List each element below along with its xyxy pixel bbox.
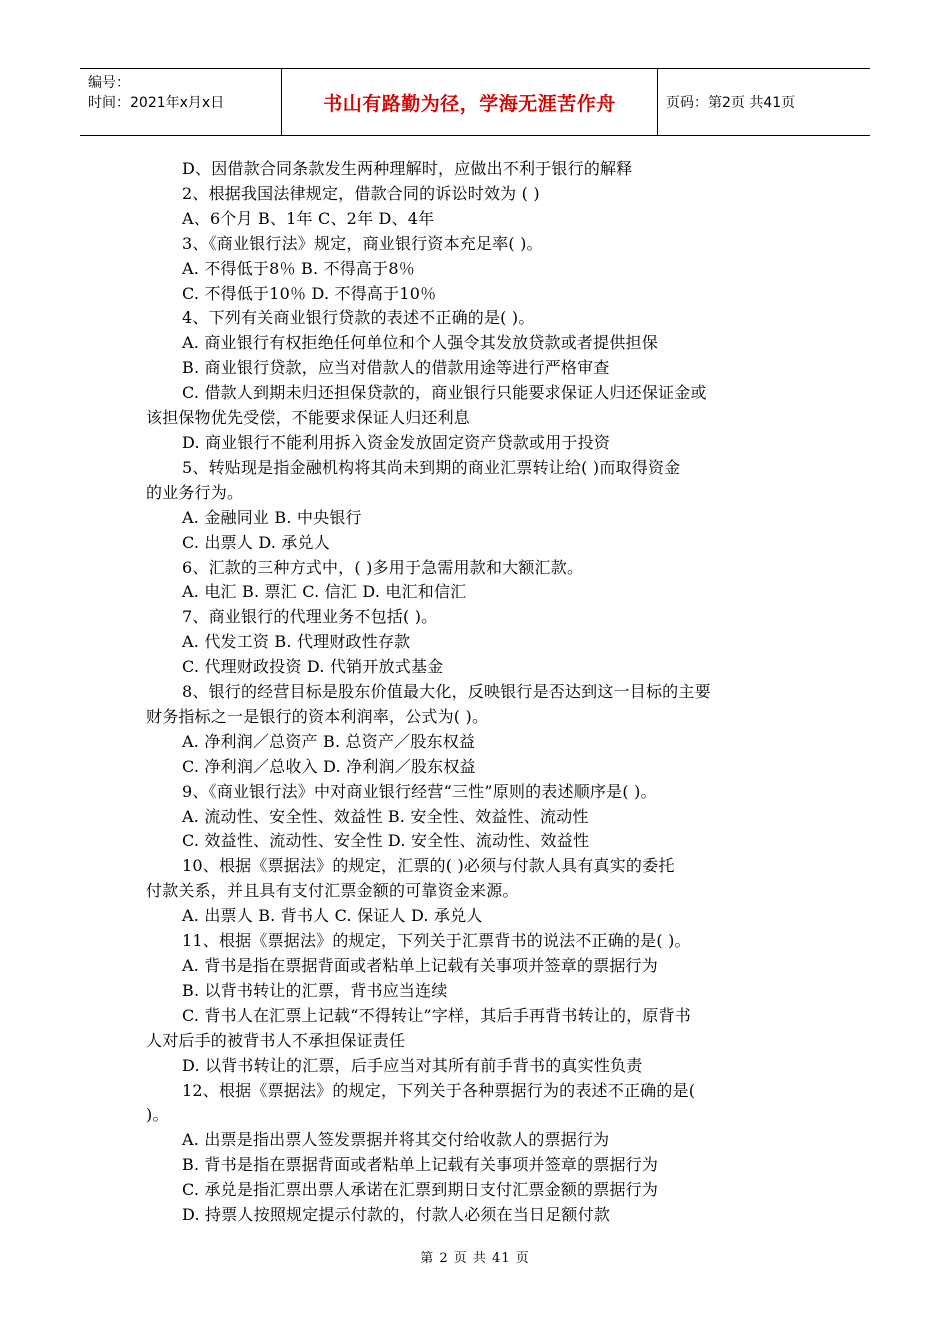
text-line: C. 背书人在汇票上记载“不得转让”字样，其后手再背书转让的，原背书 [182,1005,692,1025]
text-line: 财务指标之一是银行的资本利润率，公式为( )。 [146,706,489,726]
text-line: A. 金融同业 B. 中央银行 [182,507,362,527]
text-line: 人对后手的被背书人不承担保证责任 [146,1030,406,1050]
text-line: 3、《商业银行法》规定，商业银行资本充足率( )。 [182,233,543,253]
text-line: 5、转贴现是指金融机构将其尚未到期的商业汇票转让给( )而取得资金 [182,457,681,477]
text-line: )。 [146,1105,169,1125]
text-line: C. 出票人 D. 承兑人 [182,532,330,552]
text-line: A. 代发工资 B. 代理财政性存款 [182,632,411,652]
text-line: 付款关系，并且具有支付汇票金额的可靠资金来源。 [146,881,519,901]
text-line: A. 出票是指出票人签发票据并将其交付给收款人的票据行为 [182,1130,610,1150]
text-line: 6、汇款的三种方式中，( )多用于急需用款和大额汇款。 [182,557,584,577]
text-line: D. 持票人按照规定提示付款的，付款人必须在当日足额付款 [182,1205,611,1225]
text-line: 10、根据《票据法》的规定，汇票的( )必须与付款人具有真实的委托 [182,856,675,876]
text-line: 2、根据我国法律规定，借款合同的诉讼时效为 ( ) [182,183,540,203]
document-date: 时间：2021年x月x日 [88,95,225,111]
text-line: A. 电汇 B. 票汇 C. 信汇 D. 电汇和信汇 [182,582,467,602]
text-line: 8、银行的经营目标是股东价值最大化，反映银行是否达到这一目标的主要 [182,682,711,702]
text-line: A. 背书是指在票据背面或者粘单上记载有关事项并签章的票据行为 [182,956,658,975]
text-line: C. 效益性、流动性、安全性 D. 安全性、流动性、效益性 [182,831,590,851]
footer-page-number: 第 2 页 共 41 页 [420,1251,530,1266]
text-line: B. 商业银行贷款，应当对借款人的借款用途等进行严格审查 [182,358,610,378]
text-line: 11、根据《票据法》的规定，下列关于汇票背书的说法不正确的是( )。 [182,931,691,951]
text-line: D. 商业银行不能利用拆入资金发放固定资产贷款或用于投资 [182,432,611,452]
text-line: A. 出票人 B. 背书人 C. 保证人 D. 承兑人 [182,906,483,926]
text-line: C. 借款人到期未归还担保贷款的，商业银行只能要求保证人归还保证金或 [182,383,707,403]
text-line: D. 以背书转让的汇票，后手应当对其所有前手背书的真实性负责 [182,1055,643,1075]
header-meta [80,69,282,135]
text-line: A. 净利润／总资产 B. 总资产／股东权益 [182,731,476,751]
text-line: B. 背书是指在票据背面或者粘单上记载有关事项并签章的票据行为 [182,1155,659,1175]
page-header [80,68,870,136]
text-line: B. 以背书转让的汇票，背书应当连续 [182,980,448,1000]
text-line: D、因借款合同条款发生两种理解时，应做出不利于银行的解释 [182,159,633,178]
document-number-label: 编号： [88,75,130,91]
text-line: 12、根据《票据法》的规定，下列关于各种票据行为的表述不正确的是( [182,1080,696,1100]
text-line: A. 商业银行有权拒绝任何单位和个人强令其发放贷款或者提供担保 [182,333,658,353]
text-line: C. 不得低于10％ D. 不得高于10％ [182,283,437,303]
text-line: A、6个月 B、1年 C、2年 D、4年 [182,208,435,228]
header-page-info: 页码：第2页 共41页 [666,95,796,111]
text-line: 9、《商业银行法》中对商业银行经营“三性”原则的表述顺序是( )。 [182,781,657,801]
text-line: 该担保物优先受偿，不能要求保证人归还利息 [146,408,471,428]
text-line: 的业务行为。 [146,482,244,502]
text-line: A. 不得低于8％ B. 不得高于8％ [182,258,415,278]
document-body [146,157,806,1228]
text-line: 4、下列有关商业银行贷款的表述不正确的是( )。 [182,308,535,328]
text-line: 7、商业银行的代理业务不包括( )。 [182,607,438,627]
text-line: A. 流动性、安全性、效益性 B. 安全性、效益性、流动性 [182,806,589,826]
text-line: C. 代理财政投资 D. 代销开放式基金 [182,657,444,677]
text-line: C. 净利润／总收入 D. 净利润／股东权益 [182,756,476,776]
header-motto: 书山有路勤为径，学海无涯苦作舟 [282,69,658,135]
page-footer [0,1247,950,1266]
text-line: C. 承兑是指汇票出票人承诺在汇票到期日支付汇票金额的票据行为 [182,1180,659,1200]
